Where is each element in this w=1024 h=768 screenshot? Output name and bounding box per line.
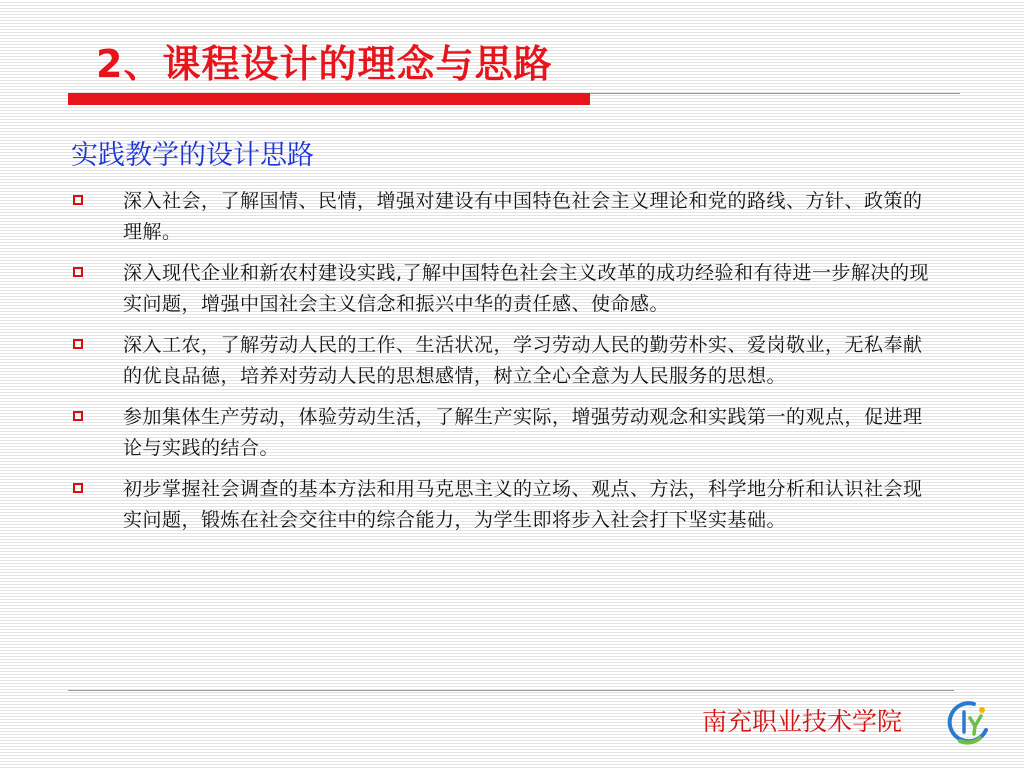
square-bullet-icon	[73, 411, 83, 421]
bullet-item	[70, 330, 950, 392]
title-accent-bar	[68, 93, 590, 105]
bullet-item	[70, 402, 950, 464]
footer-school-name: 南充职业技术学院	[702, 707, 903, 736]
bullet-item	[70, 258, 950, 320]
square-bullet-icon	[73, 195, 83, 205]
bullet-text: 深入社会，了解国情、民情，增强对建设有中国特色社会主义理论和党的路线、方针、政策的理解。	[123, 190, 923, 243]
title-divider	[590, 93, 960, 94]
square-bullet-icon	[73, 339, 83, 349]
bullet-item	[70, 186, 950, 248]
college-logo-icon	[944, 698, 992, 746]
bullet-text: 深入现代企业和新农村建设实践,了解中国特色社会主义改革的成功经验和有待进一步解决的现实问题，增强中国社会主义信念和振兴中华的责任感、使命感。	[123, 262, 930, 315]
square-bullet-icon	[73, 267, 83, 277]
square-bullet-icon	[73, 483, 83, 493]
bullet-text: 深入工农，了解劳动人民的工作、生活状况，学习劳动人民的勤劳朴实、爱岗敬业，无私奉献的优良品德，培养对劳动人民的思想感情，树立全心全意为人民服务的思想。	[123, 334, 923, 387]
bullet-item	[70, 474, 950, 536]
section-subheading: 实践教学的设计思路	[71, 140, 314, 171]
slide-title: 2、课程设计的理念与思路	[96, 42, 553, 86]
bullet-text: 参加集体生产劳动，体验劳动生活，了解生产实际，增强劳动观念和实践第一的观点，促进理论与实践的结合。	[123, 406, 923, 459]
bullet-list	[70, 186, 950, 546]
bullet-text: 初步掌握社会调查的基本方法和用马克思主义的立场、观点、方法，科学地分析和认识社会现实问题，锻炼在社会交往中的综合能力，为学生即将步入社会打下坚实基础。	[123, 478, 923, 531]
footer-divider	[68, 690, 954, 691]
